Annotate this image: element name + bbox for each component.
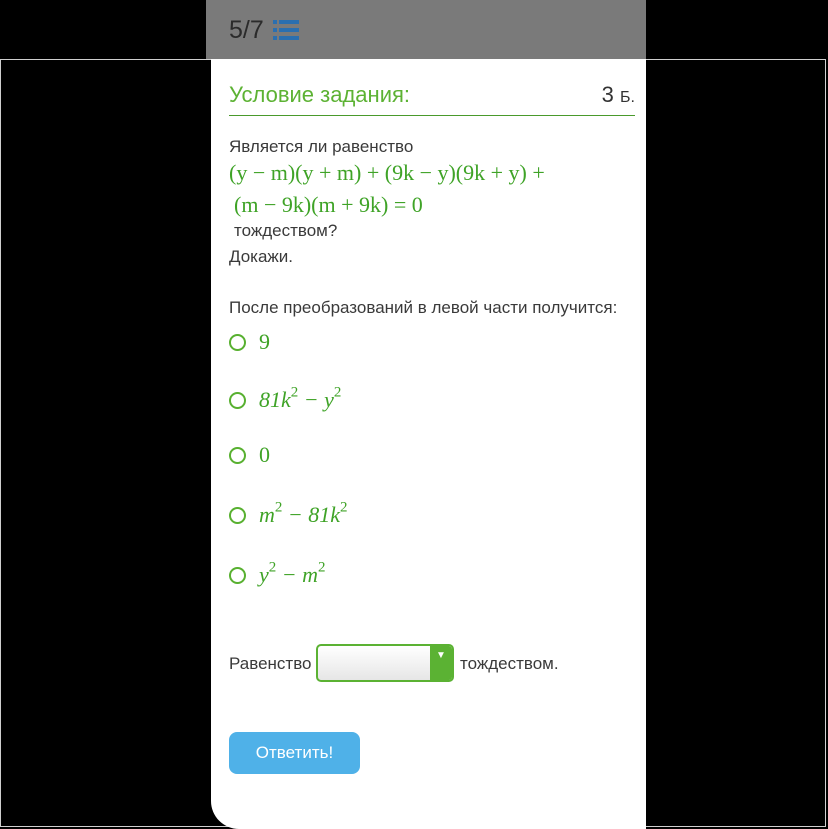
option-label: $81k^2 - y^2$ <box>259 384 342 412</box>
task-panel <box>211 0 646 829</box>
submit-button[interactable]: Ответить! <box>229 732 360 774</box>
task-points: 3 Б. <box>601 82 635 107</box>
question-prove: Докажи. <box>229 247 294 266</box>
answer-suffix: тождеством. <box>460 654 559 673</box>
question-intro: Является ли равенство <box>229 137 414 156</box>
radio-button[interactable] <box>229 567 246 584</box>
identity-select[interactable] <box>316 644 454 682</box>
task-header <box>229 78 635 116</box>
radio-button[interactable] <box>229 392 246 409</box>
question-identity: тождеством? <box>234 221 338 240</box>
option-label: 9 <box>259 329 270 354</box>
equation-line-1: (y − m)(y + m) + (9k − y)(9k + y) + <box>229 160 545 185</box>
options-prompt: После преобразований в левой части получится: <box>229 298 618 317</box>
task-title: Условие задания: <box>229 82 411 107</box>
answer-prefix: Равенство <box>229 654 312 673</box>
radio-button[interactable] <box>229 507 246 524</box>
radio-button[interactable] <box>229 334 246 351</box>
top-bar <box>206 0 646 59</box>
option-label: $m^2 - 81k^2$ <box>259 499 348 527</box>
radio-button[interactable] <box>229 447 246 464</box>
equation-line-2: (m − 9k)(m + 9k) = 0 <box>234 192 423 217</box>
option-label: $y^2 - m^2$ <box>259 559 326 587</box>
task-counter: 5/7 <box>229 16 264 44</box>
option-label: 0 <box>259 442 270 467</box>
chevron-down-icon[interactable]: ▼ <box>430 646 452 680</box>
list-icon[interactable] <box>273 19 299 41</box>
